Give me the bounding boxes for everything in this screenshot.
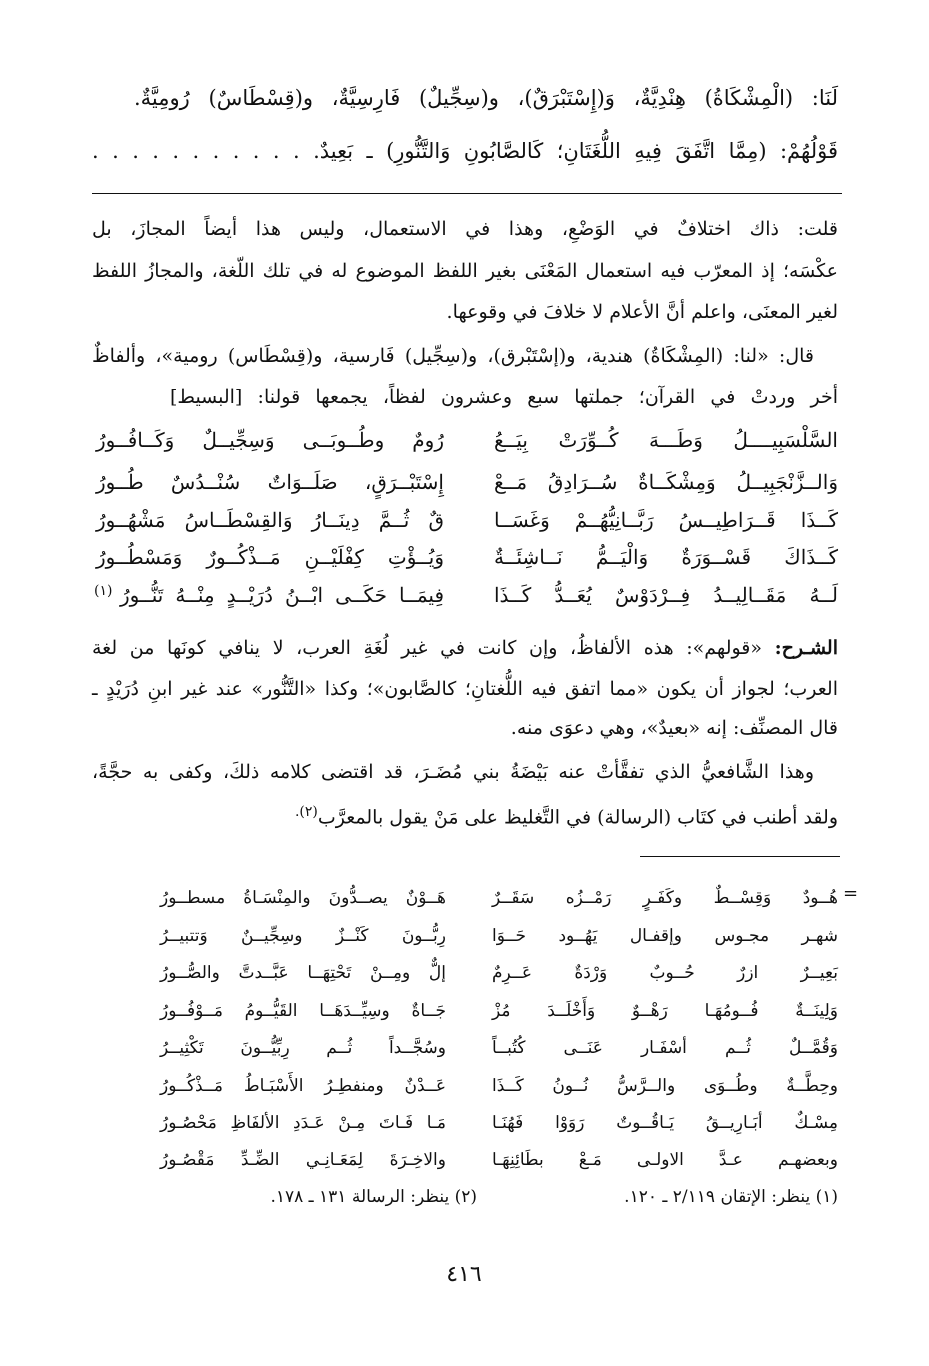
fn-verse-3-left: إلٌّ ومِــنْ تَحْتِهَــا عَبَّــدتَّ والصُّــورُ (160, 963, 446, 983)
footnote-2: (٢) ينظر: الرسالة ١٣١ ـ ١٧٨. (270, 1187, 477, 1207)
fn-verse-1-right: هُــودٌ وَقِسْــطٌ وكَفَـرٍ رَمْــزُه سَقَــرٌ (492, 888, 838, 908)
para2-line-2: أخر وردتْ في القرآن؛ جملتها سبع وعشرون لفظاً، يجمعها قولنا: [البسيط] (170, 386, 838, 408)
fn-verse-5-left: وسُجَّــداً ثُــم رِبِّيُّــونَ تَكْثِيــرُ (160, 1038, 446, 1058)
verse-1-left: رُومٌ وطُــوبَــى وَسِجِّيــلٌ وَكَــافُــورُ (96, 428, 444, 452)
fn-verse-2-right: شهـر مجـوس وإقفـال يَهُــود حَــوَا (492, 926, 838, 946)
fn-verse-5-right: وَقُمَّــلٌ ثُــم أسْفَـار عَنَــى كُتُبــاً (492, 1038, 838, 1058)
matn-line-2: قَوْلُهُمْ: (مِمَّا اتَّفَقَ فِيهِ اللُّغَتَانِ؛ كَالصَّابُونِ وَالتَّنُّورِ) ـ بَعِيدٌ. . . . . . . . . . . . (92, 139, 838, 163)
para3-line-1-text: «قولهم»: هذه الألفاظُ، وإن كانت في غير لُغَةِ العرب، لا ينافي كونَها من لغة (92, 637, 763, 659)
page-number: ٤١٦ (446, 1262, 482, 1287)
para1-line-1: قلت: ذاك اختلافٌ في الوَضْعِ، وهذا في الاستعمال، وليس هذا أيضاً المجازَ، بل (92, 218, 838, 240)
fn-verse-7-left: مَـا فَـاتَ مِـنْ عَـدَدِ الألفَاظِ مَحْصُـورُ (160, 1113, 446, 1133)
fn-verse-4-left: جَــاةٌ وسِيِّــدَهَــا القَيُّــومُ مَــوْفُــورُ (160, 1001, 446, 1021)
sharh-label: الشـرح: (774, 637, 839, 659)
para3-line-1 (92, 632, 838, 664)
fn-verse-3-right: بَعِيــرٌ ازرٌ حُــوبٌ وَرْدَةٌ عَــرِمٌ (492, 963, 838, 983)
fn-verse-6-left: عَــدْنٌ ومنفطِـرُ الأَسْبَـاطُ مَــذْكُــورُ (160, 1076, 446, 1096)
verse-1-right: السَّلْسَبِيــــلُ وَطَـــهَ كُــوِّرَتْ بِيَــعُ (494, 428, 838, 452)
para3-line-2: العرب؛ لجواز أن يكون «مما اتفق فيه اللُّغتانِ؛ كالصَّابون»؛ وكذا «التَّنُّور» عند غير ابنِ دُرَيْدٍ ـ (92, 678, 838, 700)
matn-line-1: لَنَا: (الْمِشْكَاةُ) هِنْدِيَّةٌ، وَ(إِسْتَبْرَقٌ)، و(سِجِّيلٌ) فَارِسِيَّةٌ، و(قِسْطَاسٌ) رُومِيَّةٌ. (134, 86, 838, 110)
verse-4-right: كَــذَاكَ قَسْــوَرَةٌ وَالْيَــمُّ نَــاشِئَــةٌ (494, 545, 838, 569)
fn-verse-7-right: مِسْـكٌ أبَـارِيــقُ يَـاقُــوتٌ رَوَوْا فَهُنَـا (492, 1113, 838, 1133)
verse-2-right: وَالــزَّنْجَبِيــلُ وَمِشْكَــاةٌ سُــرَادِقُ مَــعْ (494, 470, 838, 494)
para4-line-1: وهذا الشَّافعيُّ الذي تفقَّأتْ عنه بَيْضَةُ بني مُضَـرَ، قد اقتضى كلامه ذلكَ، وكفى به حجَّةً، (92, 761, 814, 783)
footnote-1: (١) ينظر: الإتقان ٢/١١٩ ـ ١٢٠. (624, 1187, 838, 1207)
fn-verse-1-left: هَــوْنٌ يصــدُّونَ والمِنْسَـاةُ مسطــورُ (160, 888, 446, 908)
fn-verse-6-right: وحِطَّــةٌ وطُــوَى والــرَّسُّ نُــونُ كَــذَا (492, 1076, 838, 1096)
verse-5-right: لَــهُ مَقَــالِيــدُ فِــرْدَوْسٌ يُعَــدُّ كَــذَا (494, 583, 838, 607)
verse-footnote-marker: (١) (94, 583, 113, 599)
fn-verse-2-left: رِبُّــونَ كَنْــزٌ وسِجِّيــنٌ وَتتبيــرُ (160, 926, 446, 946)
fn-verse-8-right: وبعضهـم عـدَّ الاولـى مَـعْ بطَائِنِهَـا (492, 1150, 838, 1170)
fn-verse-4-right: وَلِينَــةٌ فُــومُهَـا رَهْــوٌ وَأَخْلَــدَ مُزْ (492, 1001, 838, 1021)
verse-2-left: إِسْتَبْــرَقٍ، صَلَــوَاتٌ سُنْــدُسٌ طُــورُ (96, 470, 444, 494)
para3-line-3: قال المصنِّف: إنه «بعيدٌ»، وهي دعوَى منه. (510, 717, 838, 739)
verse-3-right: كَــذَا قَــرَاطِيــسُ رَبَّــانِيُّهُــمْ وَغَسَــا (494, 508, 838, 532)
verse-5-left: فِيمَــا حَكَــى ابْــنُ دُرَيْــدٍ مِنْــهُ تَنُّــورُ (120, 583, 444, 607)
para4-line-2 (294, 796, 838, 833)
para1-line-2: عكْسَه؛ إذ المعرّب فيه استعمال المَعْنَى بغير اللفظ الموضوع له في تلك اللّغة، والمجازُ اللفظ (92, 260, 838, 282)
para4-footnote-marker: (٢). (294, 804, 318, 820)
verse-3-left: قٌ ثُــمَّ دِينَــارُ وَالقِسْطَــاسُ مَشْهُــورُ (96, 508, 444, 532)
verse-4-left: وَيُــؤْتِ كِفْلَيْــنِ مَــذْكُــورٌ وَمَسْطُــورُ (96, 545, 444, 569)
para1-line-3: لغير المعنَى، واعلم أنَّ الأعلام لا خلافَ في وقوعها. (446, 301, 838, 323)
matn-separator-rule (92, 193, 842, 194)
para2-line-1: قال: «لنا: (المِشْكَاةُ) هندية، و(إسْتَبْرق)، و(سِجِّيل) فَارسية، و(قِسْطَاس) رومية»، وألفاظٌ (92, 345, 814, 367)
continuation-mark: = (843, 883, 859, 904)
footnote-separator-rule (640, 856, 840, 857)
fn-verse-8-left: والاخِـرَةَ لِمَعَـانِـي الضِّـدِّ مَقْصُـورُ (160, 1150, 446, 1170)
para4-line-2-text: ولقد أطنب في كتَاب (الرسالة) في التَّغليظ على مَنْ يقول بالمعرَّب (317, 806, 838, 829)
